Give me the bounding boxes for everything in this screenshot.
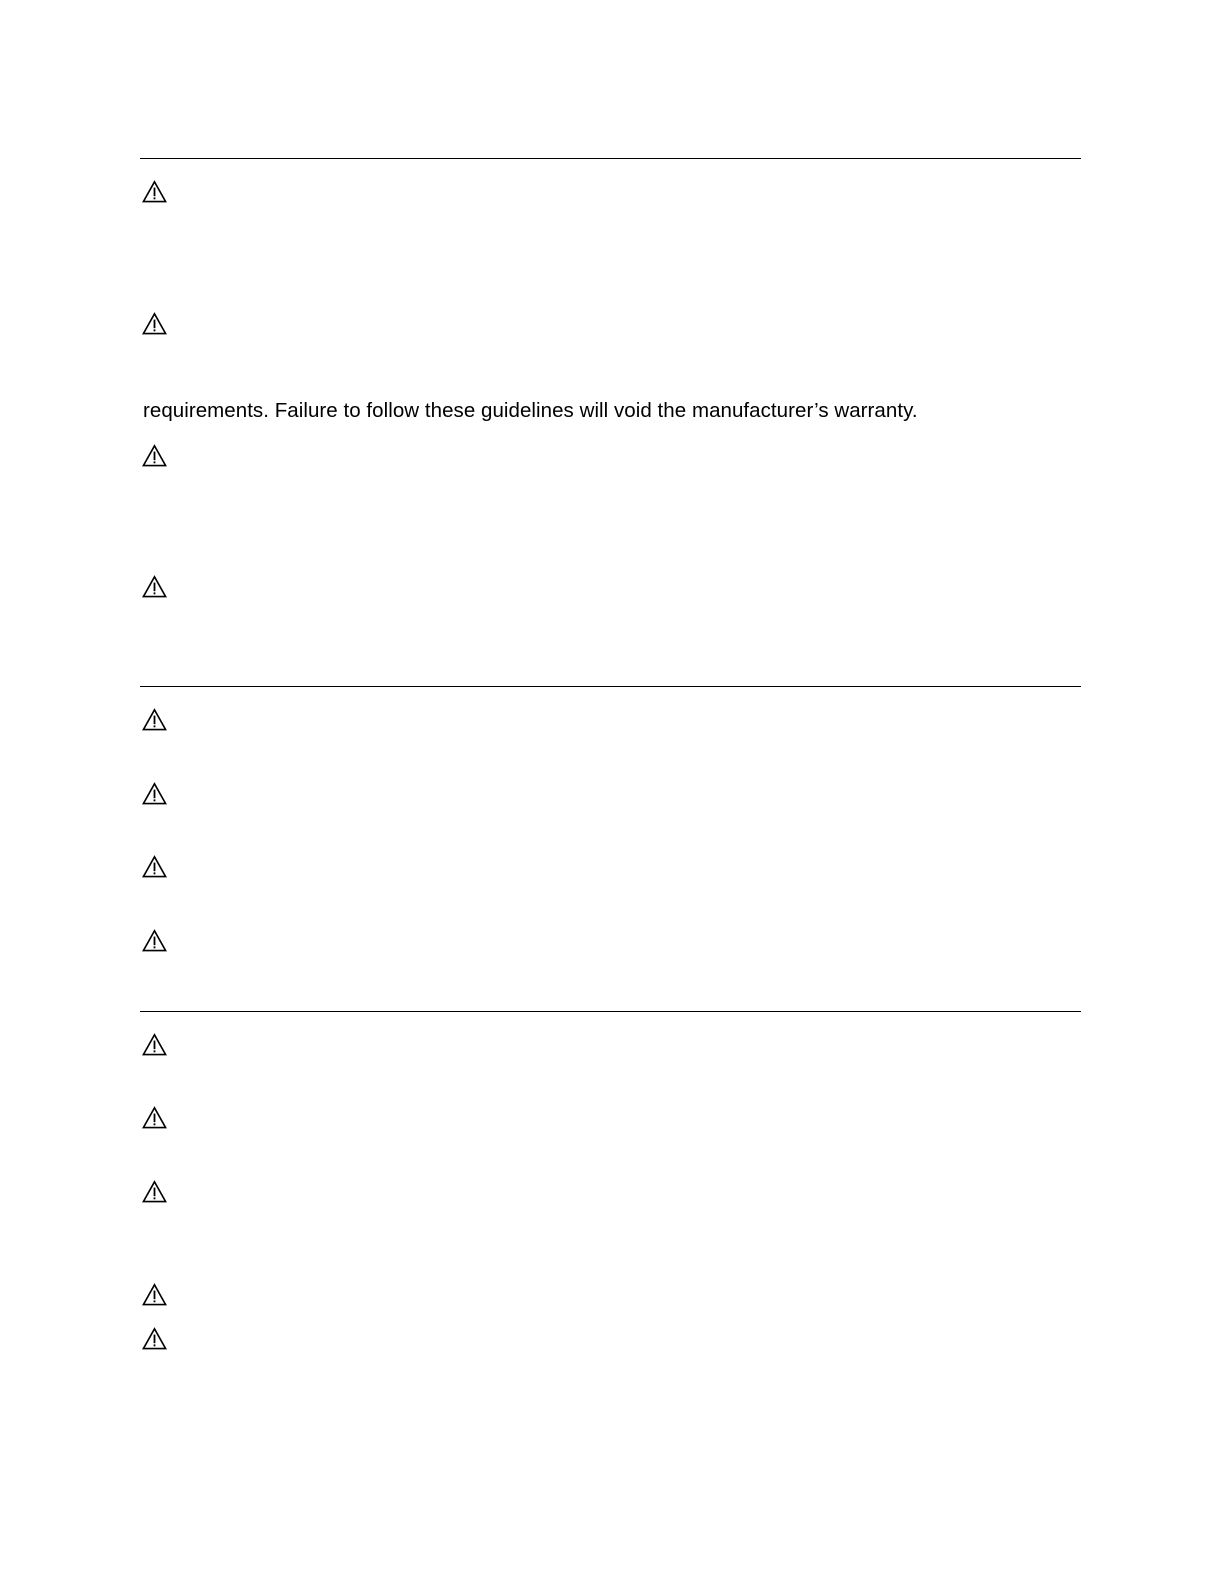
section-divider — [140, 1011, 1081, 1012]
warning-triangle-icon — [142, 575, 167, 598]
warning-triangle-icon — [142, 180, 167, 203]
warning-triangle-icon — [142, 1327, 167, 1350]
warning-triangle-icon — [142, 1033, 167, 1056]
section-divider — [140, 686, 1081, 687]
warning-triangle-icon — [142, 855, 167, 878]
warning-triangle-icon — [142, 1180, 167, 1203]
warning-triangle-icon — [142, 929, 167, 952]
warning-triangle-icon — [142, 312, 167, 335]
warning-triangle-icon — [142, 708, 167, 731]
warning-triangle-icon — [142, 444, 167, 467]
section-divider — [140, 158, 1081, 159]
warning-triangle-icon — [142, 1106, 167, 1129]
paragraph-text: requirements. Failure to follow these guidelines will void the manufacturer’s warranty. — [143, 399, 918, 422]
warning-triangle-icon — [142, 782, 167, 805]
warning-triangle-icon — [142, 1283, 167, 1306]
